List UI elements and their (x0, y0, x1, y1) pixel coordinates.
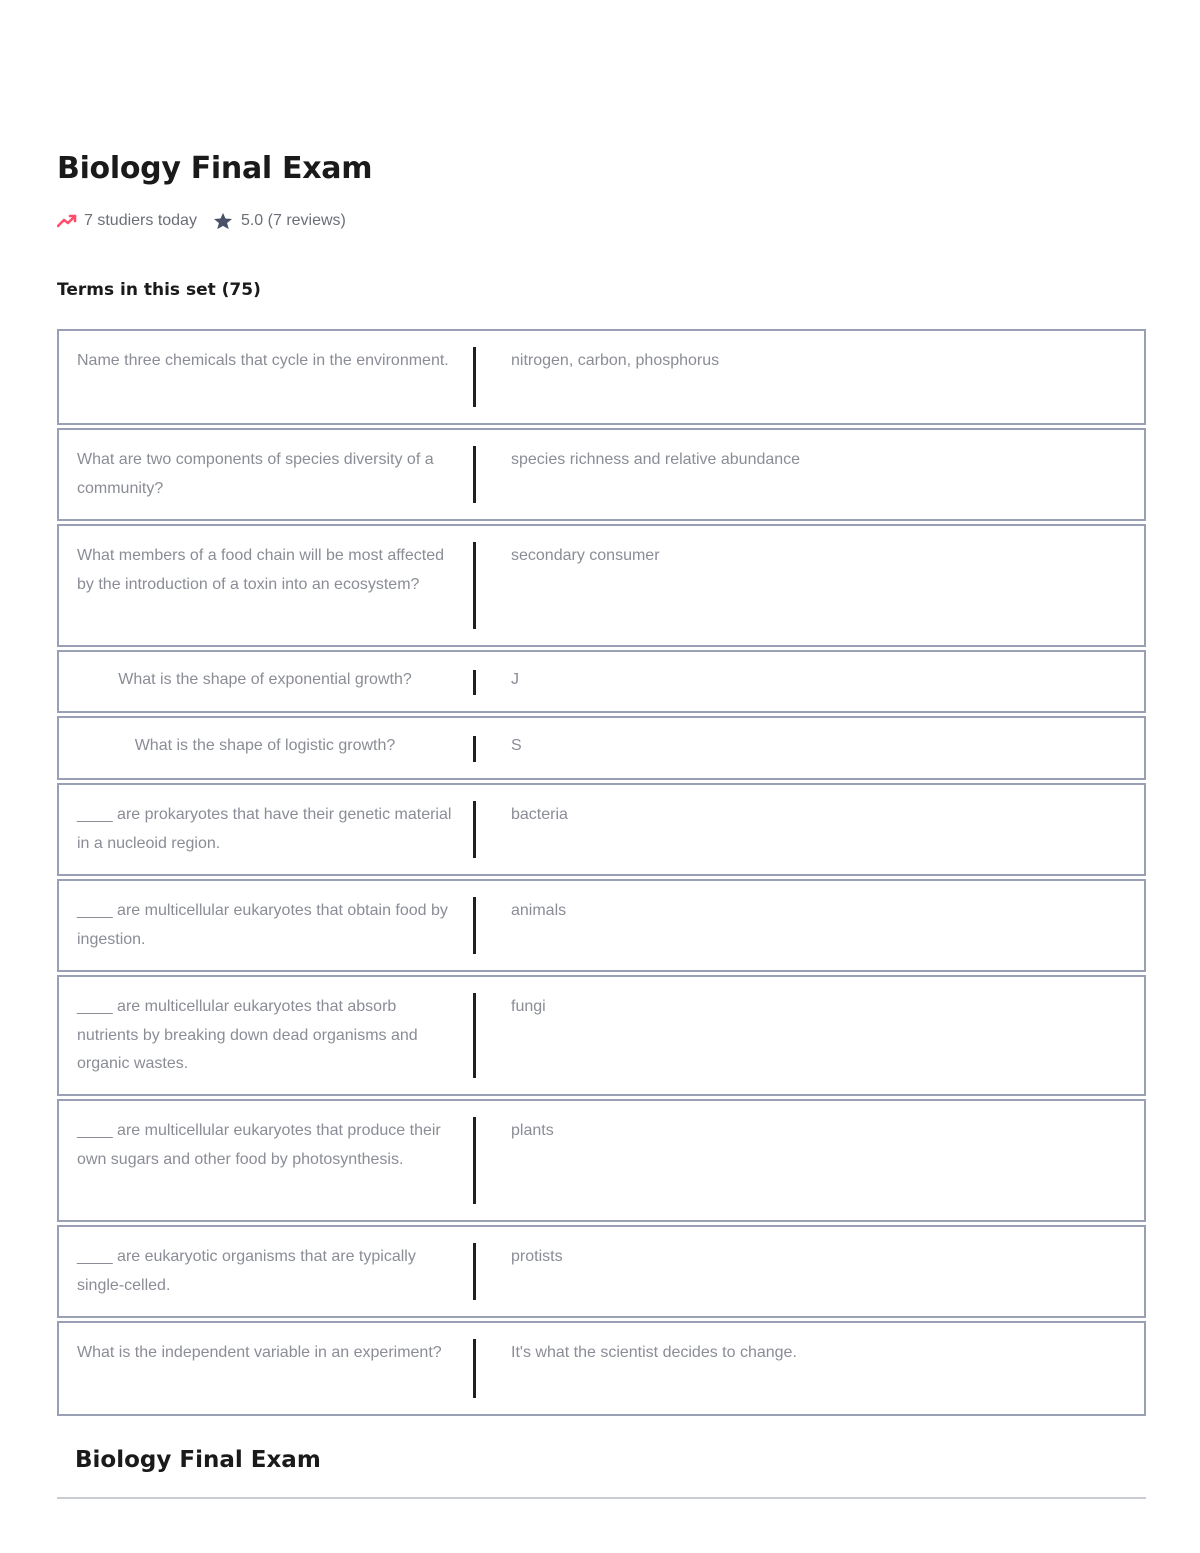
term-text: ____ are multicellular eukaryotes that produce their own sugars and other food by photosynthesis. (77, 1122, 441, 1168)
footer-title: Biology Final Exam (75, 1447, 321, 1473)
term-row (57, 1099, 1146, 1222)
definition-text: S (511, 737, 522, 754)
term-text: What is the shape of logistic growth? (134, 737, 396, 754)
terms-list (57, 329, 1146, 1416)
term-row (57, 524, 1146, 647)
definition-text: fungi (511, 998, 546, 1015)
studiers-count: 7 studiers today (84, 212, 197, 229)
term-text: What members of a food chain will be most affected by the introduction of a toxin into an ecosystem? (77, 547, 444, 593)
term-row (57, 1225, 1146, 1318)
term-text: What are two components of species diversity of a community? (77, 451, 434, 497)
term-text: What is the shape of exponential growth? (118, 671, 412, 688)
term-text: ____ are multicellular eukaryotes that absorb nutrients by breaking down dead organisms and organic wastes. (77, 998, 418, 1072)
rating-text: 5.0 (7 reviews) (240, 212, 346, 229)
term-row (57, 716, 1146, 780)
term-text: ____ are prokaryotes that have their genetic material in a nucleoid region. (77, 806, 452, 852)
star-icon (213, 212, 233, 230)
term-row (57, 975, 1146, 1096)
definition-text: It's what the scientist decides to change. (511, 1344, 797, 1361)
term-text: What is the independent variable in an experiment? (77, 1344, 442, 1361)
term-text: ____ are multicellular eukaryotes that obtain food by ingestion. (77, 902, 448, 948)
footer-divider (57, 1497, 1146, 1499)
trending-icon (57, 214, 77, 228)
terms-heading: Terms in this set (75) (57, 280, 261, 300)
term-text: ____ are eukaryotic organisms that are typically single-celled. (77, 1248, 416, 1294)
term-row (57, 428, 1146, 521)
term-row (57, 1321, 1146, 1416)
page-title: Biology Final Exam (57, 151, 373, 186)
definition-text: animals (511, 902, 567, 919)
definition-text: bacteria (511, 806, 568, 823)
term-text: Name three chemicals that cycle in the environment. (77, 352, 449, 369)
definition-text: plants (511, 1122, 554, 1139)
page (57, 150, 1146, 1419)
definition-text: nitrogen, carbon, phosphorus (511, 352, 720, 369)
definition-text: secondary consumer (511, 547, 660, 564)
definition-text: J (511, 671, 519, 688)
definition-text: protists (511, 1248, 563, 1265)
term-row (57, 650, 1146, 713)
term-row (57, 329, 1146, 425)
term-row (57, 879, 1146, 972)
term-row (57, 783, 1146, 876)
set-meta (57, 210, 1146, 232)
definition-text: species richness and relative abundance (511, 451, 801, 468)
